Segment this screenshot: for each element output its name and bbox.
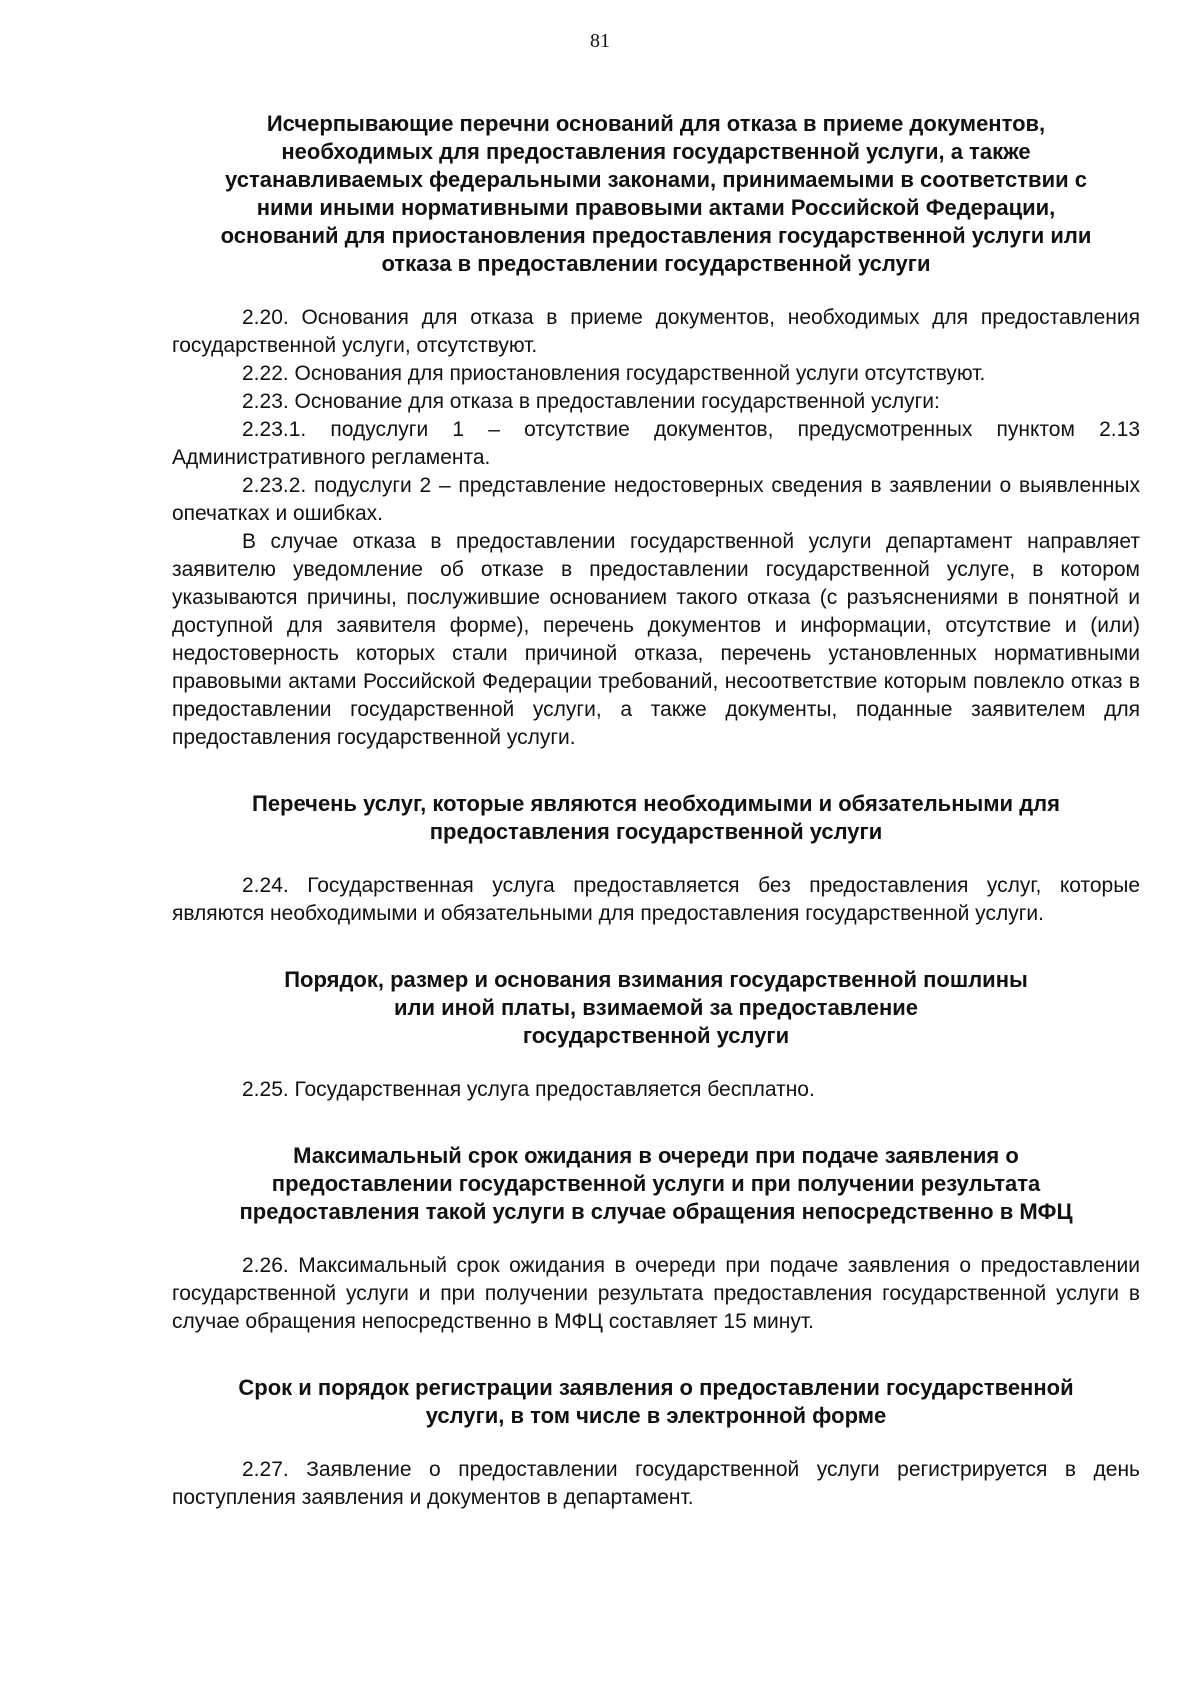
section-heading-queue-time: Максимальный срок ожидания в очереди при подаче заявления о предоставлении государственной услуги и при получении результата предоставления такой услуги в случае обращения непосредственно в МФЦ bbox=[239, 1143, 1073, 1224]
section-heading-required-services: Перечень услуг, которые являются необходимыми и обязательными для предоставления государственной услуги bbox=[252, 791, 1060, 844]
paragraph-2-26: 2.26. Максимальный срок ожидания в очереди при подаче заявления о предоставлении государственной услуги и при получении результата предоставления государственной услуги в случае обращения непосредственно в МФЦ составляет 15 минут. bbox=[172, 1254, 1140, 1333]
paragraph-2-24: 2.24. Государственная услуга предоставляется без предоставления услуг, которые являются необходимыми и обязательными для предоставления государственной услуги. bbox=[172, 874, 1140, 925]
paragraph-2-23-2: 2.23.2. подуслуги 2 – представление недостоверных сведения в заявлении о выявленных опечатках и ошибках. bbox=[172, 474, 1140, 525]
section-heading-refusal-grounds: Исчерпывающие перечни оснований для отказа в приеме документов, необходимых для предоставления государственной услуги, а также устанавливаемых федеральными законами, принимаемыми в соответствии с ними иными нормативными правовыми актами Российской Федерации, оснований для приостановления предоставления государственной услуги или отказа в предоставлении государственной услуги bbox=[220, 111, 1092, 276]
section-heading-fees: Порядок, размер и основания взимания государственной пошлины или иной платы, взимаемой за предоставление государственной услуги bbox=[284, 967, 1028, 1048]
paragraph-2-25: 2.25. Государственная услуга предоставляется бесплатно. bbox=[242, 1078, 815, 1101]
section-heading-registration: Срок и порядок регистрации заявления о предоставлении государственной услуги, в том числе в электронной форме bbox=[238, 1375, 1074, 1428]
paragraph-2-22: 2.22. Основания для приостановления государственной услуги отсутствуют. bbox=[242, 362, 986, 385]
document-body bbox=[172, 110, 1140, 1512]
paragraph-2-27: 2.27. Заявление о предоставлении государственной услуги регистрируется в день поступления заявления и документов в департамент. bbox=[172, 1458, 1140, 1509]
paragraph-2-23: 2.23. Основание для отказа в предоставлении государственной услуги: bbox=[242, 390, 940, 413]
paragraph-2-23-1: 2.23.1. подуслуги 1 – отсутствие документов, предусмотренных пунктом 2.13 Административного регламента. bbox=[172, 418, 1140, 469]
paragraph-2-20: 2.20. Основания для отказа в приеме документов, необходимых для предоставления государственной услуги, отсутствуют. bbox=[172, 306, 1140, 357]
page-number: 81 bbox=[590, 30, 610, 52]
paragraph-refusal-notice: В случае отказа в предоставлении государственной услуги департамент направляет заявителю уведомление об отказе в предоставлении государственной услуге, в котором указываются причины, послужившие основанием такого отказа (с разъяснениями в понятной и доступной для заявителя форме), перечень документов и информации, отсутствие и (или) недостоверность которых стали причиной отказа, перечень установленных нормативными правовыми актами Российской Федерации требований, несоответствие которым повлекло отказ в предоставлении государственной услуги, а также документы, поданные заявителем для предоставления государственной услуги. bbox=[172, 530, 1140, 749]
